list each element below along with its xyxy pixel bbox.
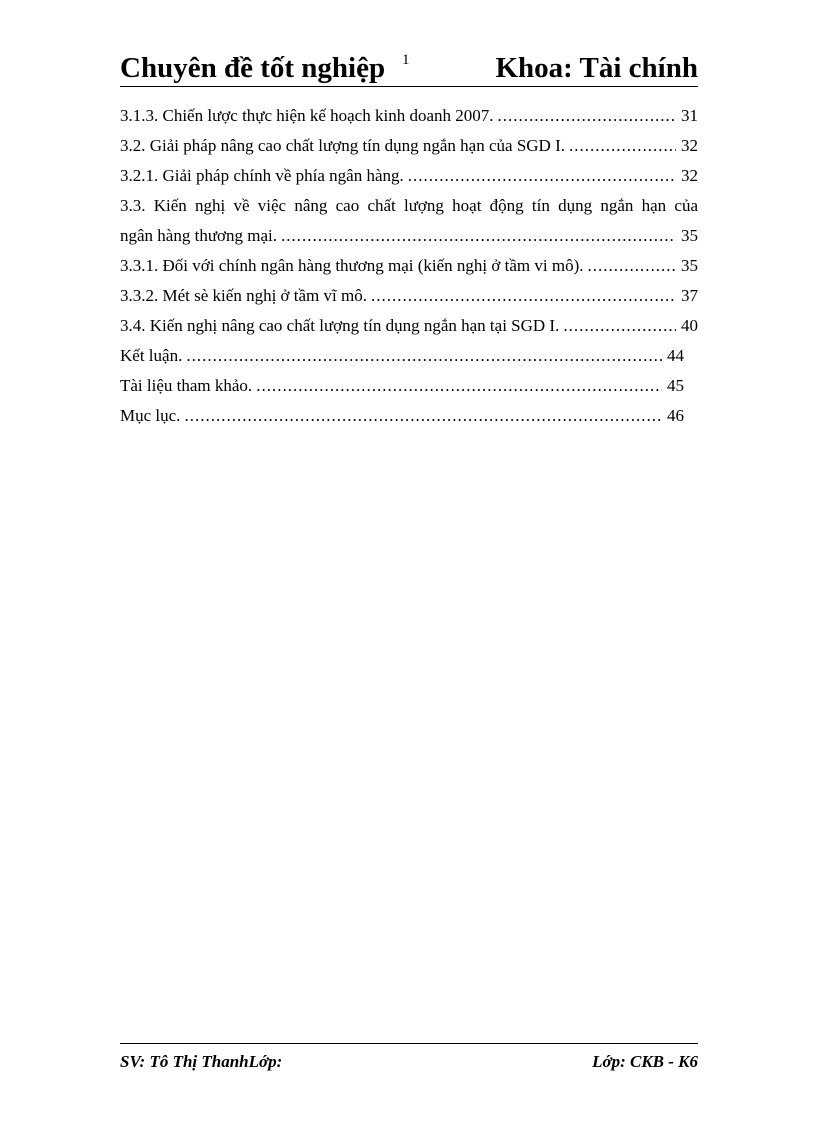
toc-item-page: 35	[681, 226, 698, 245]
toc-item-page: 32	[681, 166, 698, 185]
toc-item-page: 45	[667, 376, 684, 395]
toc-item	[120, 341, 698, 371]
toc-item	[120, 221, 698, 251]
toc-item	[120, 401, 698, 431]
toc-item-title: 3.2. Giải pháp nâng cao chất lượng tín dụng ngắn hạn của SGD I.	[120, 136, 565, 155]
toc-item	[120, 281, 698, 311]
student-name: SV: Tô Thị ThanhLớp:	[120, 1052, 283, 1071]
toc-leader-dots	[583, 251, 676, 281]
toc-item-title: 3.3.2. Mét sè kiến nghị ở tầm vĩ mô.	[120, 286, 367, 305]
toc-item-title-line1: 3.3. Kiến nghị về việc nâng cao chất lượng hoạt động tín dụng ngắn hạn của	[120, 196, 698, 215]
toc-leader-dots	[367, 281, 676, 311]
toc-leader-dots	[182, 341, 662, 371]
toc-leader-dots	[277, 221, 676, 251]
department-label: Khoa: Tài chính	[495, 52, 698, 84]
toc-item-page: 31	[681, 106, 698, 125]
toc-item-wrapped-line	[120, 191, 698, 221]
toc-item-title: 3.3.1. Đối với chính ngân hàng thương mại (kiến nghị ở tầm vi mô).	[120, 256, 584, 275]
toc-leader-dots	[565, 131, 676, 161]
toc-item-page: 46	[667, 406, 684, 425]
toc-item-page: 44	[667, 346, 684, 365]
toc-leader-dots	[404, 161, 676, 191]
toc-item-page: 32	[681, 136, 698, 155]
toc-item-title-line2: ngân hàng thương mại.	[120, 226, 278, 245]
toc-item-title: 3.2.1. Giải pháp chính về phía ngân hàng.	[120, 166, 404, 185]
toc-item-page: 40	[681, 316, 698, 335]
toc-item-title: Tài liệu tham khảo.	[120, 376, 253, 395]
toc-item	[120, 131, 698, 161]
toc-leader-dots	[180, 401, 662, 431]
toc-item-title: 3.1.3. Chiến lược thực hiện kế hoạch kinh doanh 2007.	[120, 106, 494, 125]
document-title: Chuyên đề tốt nghiệp	[120, 52, 386, 84]
toc-item-title: Kết luận.	[120, 346, 183, 365]
toc-item-page: 35	[681, 256, 698, 275]
toc-item	[120, 251, 698, 281]
page-footer	[120, 1043, 698, 1076]
toc-item	[120, 161, 698, 191]
toc-item-title: 3.4. Kiến nghị nâng cao chất lượng tín dụng ngắn hạn tại SGD I.	[120, 316, 560, 335]
toc-leader-dots	[252, 371, 662, 401]
toc-leader-dots	[494, 101, 677, 131]
page-number: 1	[402, 52, 410, 68]
toc-item	[120, 311, 698, 341]
toc-item	[120, 371, 698, 401]
toc-item-page: 37	[681, 286, 698, 305]
table-of-contents	[120, 101, 698, 431]
toc-item-title: Mục lục.	[120, 406, 181, 425]
page-header	[120, 50, 698, 87]
class-label: Lớp: CKB - K6	[592, 1052, 698, 1071]
toc-leader-dots	[559, 311, 676, 341]
toc-item	[120, 101, 698, 131]
